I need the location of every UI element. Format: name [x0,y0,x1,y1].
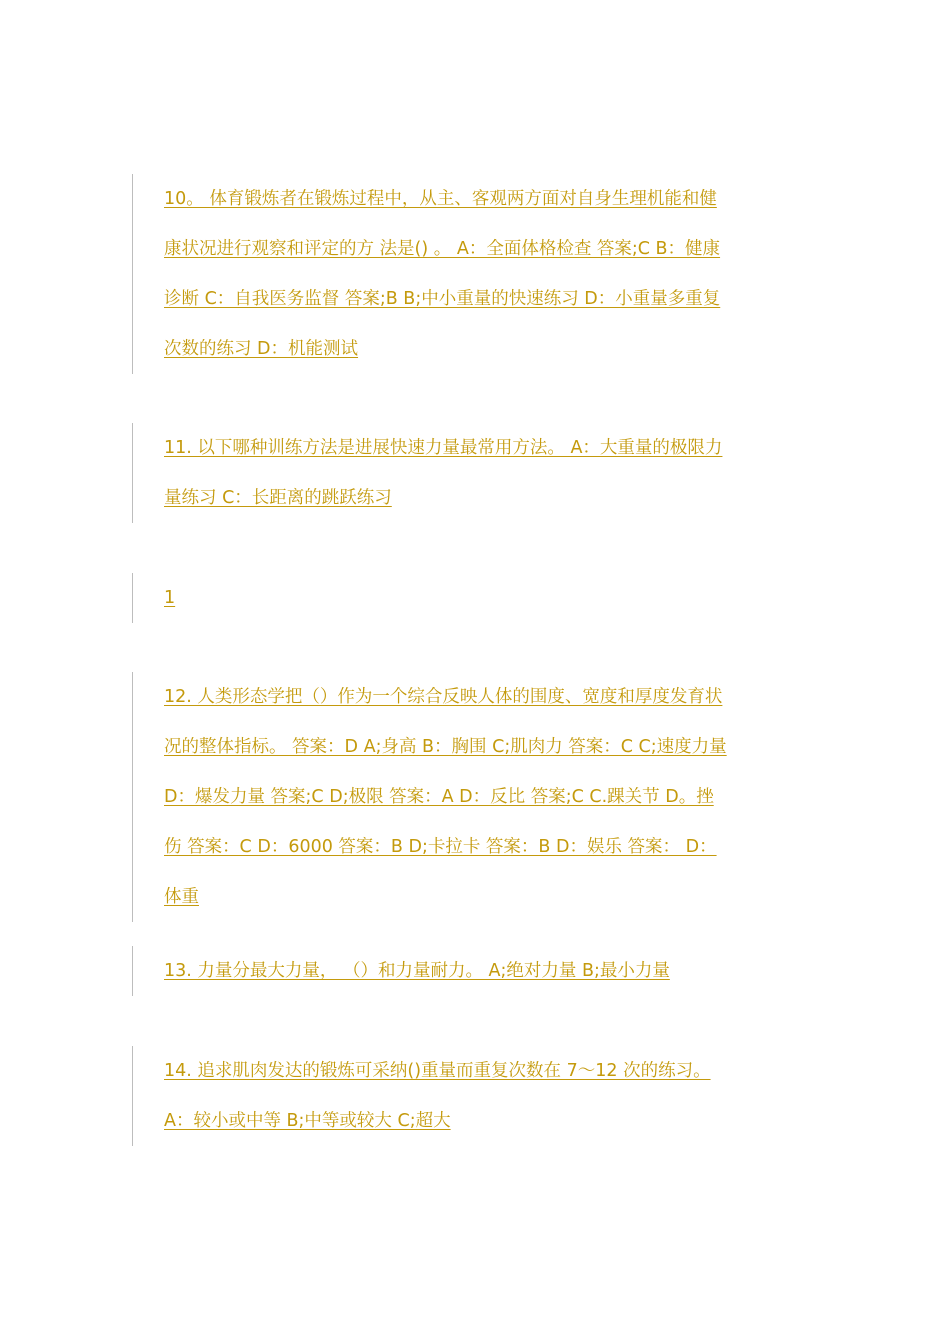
question-text: 诊断 C：自我医务监督 答案;B B;中小重量的快速练习 D：小重量多重复 [164,289,721,309]
question-text: 伤 答案：C D：6000 答案：B D;卡拉卡 答案：B D：娱乐 答案： D： [164,837,717,857]
question-text: 11. 以下哪种训练方法是进展快速力量最常用方法。 A：大重量的极限力 [164,438,723,458]
question-line [164,324,792,374]
question-text: D：爆发力量 答案;C D;极限 答案：A D：反比 答案;C C.踝关节 D。挫 [164,787,714,807]
page-number-block [132,573,792,623]
question-line [164,946,792,996]
question-block-11 [132,423,792,523]
question-line [164,1046,792,1096]
question-text: 次数的练习 D：机能测试 [164,339,359,359]
question-block-14 [132,1046,792,1146]
question-block-10 [132,174,792,374]
question-line [164,274,792,324]
question-block-13 [132,946,792,996]
question-line [164,423,792,473]
question-text: 量练习 C：长距离的跳跃练习 [164,488,392,508]
question-text: A：较小或中等 B;中等或较大 C;超大 [164,1111,451,1131]
page-number-text: 1 [164,588,176,608]
question-text: 14. 追求肌肉发达的锻炼可采纳()重量而重复次数在 7～12 次的练习。 [164,1061,711,1081]
question-text: 10。 体育锻炼者在锻炼过程中，从主、客观两方面对自身生理机能和健 [164,189,717,209]
question-line [164,174,792,224]
question-line [164,772,792,822]
question-line [164,822,792,872]
question-line [164,224,792,274]
question-text: 13. 力量分最大力量， （）和力量耐力。 A;绝对力量 B;最小力量 [164,961,670,981]
page-number-line [164,573,792,623]
question-line [164,672,792,722]
question-line [164,872,792,922]
question-text: 体重 [164,887,199,907]
question-block-12 [132,672,792,922]
question-text: 况的整体指标。 答案：D A;身高 B：胸围 C;肌肉力 答案：C C;速度力量 [164,737,727,757]
question-line [164,722,792,772]
question-text: 12. 人类形态学把（）作为一个综合反映人体的围度、宽度和厚度发育状 [164,687,723,707]
question-text: 康状况进行观察和评定的方 法是() 。 A：全面体格检查 答案;C B：健康 [164,239,721,259]
question-line [164,1096,792,1146]
question-line [164,473,792,523]
